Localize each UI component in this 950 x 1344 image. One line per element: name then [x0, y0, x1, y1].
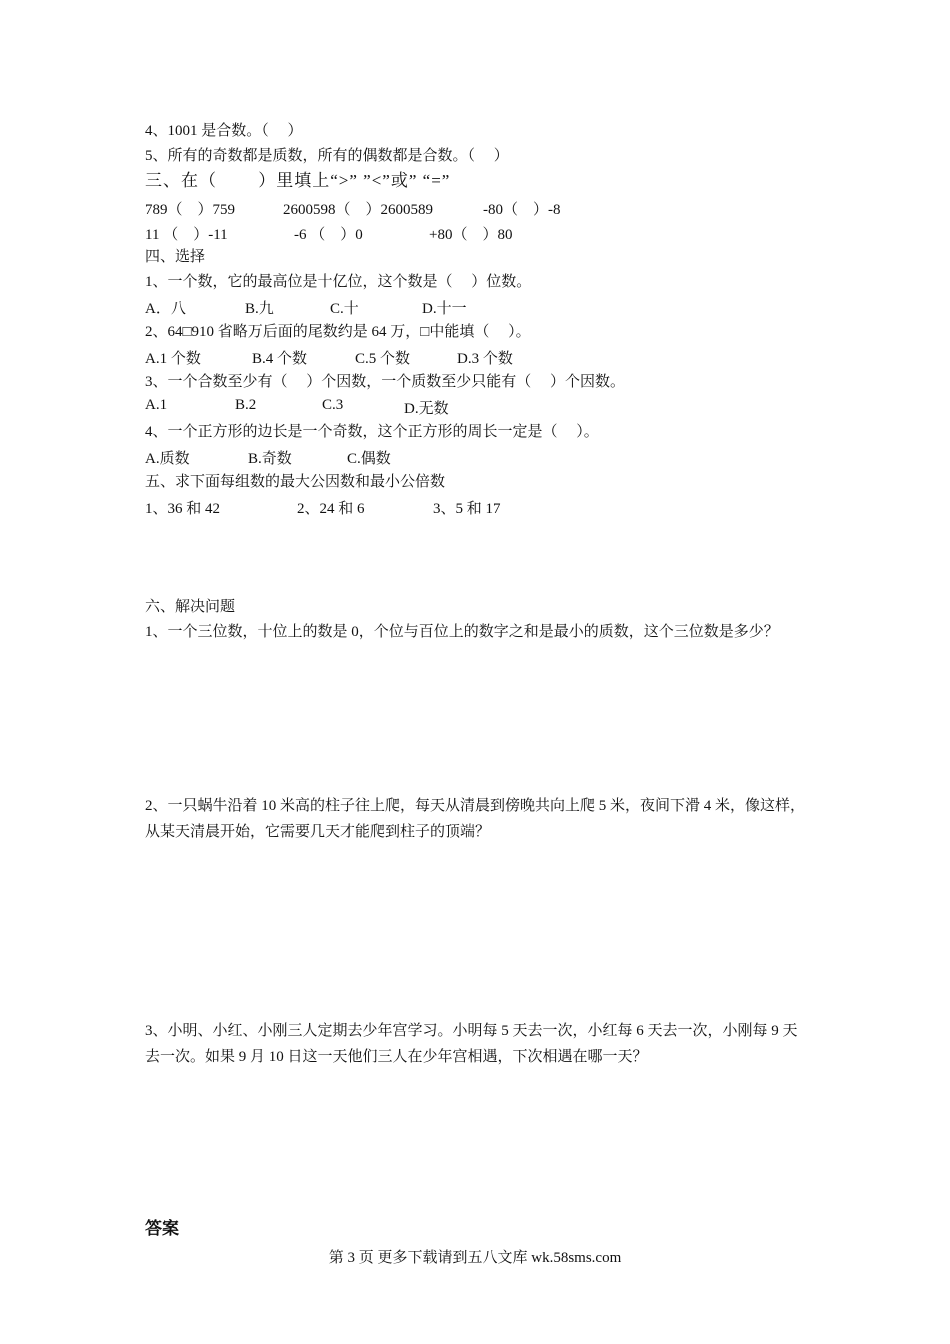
judge-q4: 4、1001 是合数。（ ） [145, 123, 303, 139]
problem-1: 1、一个三位数，十位上的数是 0，个位与百位上的数字之和是最小的质数，这个三位数是多少？ [145, 624, 779, 640]
gcd-items [0, 497, 950, 517]
option: A.质数 [145, 451, 190, 467]
compare-item: 2600598（ ）2600589 [283, 202, 434, 218]
compare-item: -80（ ）-8 [483, 202, 561, 218]
compare-item: +80（ ）80 [429, 227, 513, 243]
option: A．八 [145, 301, 186, 317]
gcd-item: 2、24 和 6 [297, 501, 365, 517]
problem-2-line-1: 2、一只蜗牛沿着 10 米高的柱子往上爬，每天从清晨到傍晚共向上爬 5 米，夜间下滑 4 米，像这样， [145, 798, 806, 814]
option: A.1 个数 [145, 351, 201, 367]
option: B.4 个数 [252, 351, 308, 367]
compare-row-2 [0, 223, 950, 243]
choice-q3: 3、一个合数至少有（ ）个因数，一个质数至少只能有（ ）个因数。 [145, 374, 626, 390]
problem-3-line-1: 3、小明、小红、小刚三人定期去少年宫学习。小明每 5 天去一次，小红每 6 天去一次，小刚每 9 天 [145, 1023, 798, 1039]
choice-q1: 1、一个数，它的最高位是十亿位，这个数是（ ）位数。 [145, 274, 532, 290]
answer-heading: 答案 [145, 1219, 179, 1239]
choice-q2-options [0, 347, 950, 367]
option: D.十一 [422, 301, 467, 317]
option: B.九 [245, 301, 274, 317]
compare-row-1 [0, 198, 950, 218]
compare-item: -6 （ ）0 [294, 227, 363, 243]
choice-q2: 2、64□910 省略万后面的尾数约是 64 万，□中能填（ ）。 [145, 324, 531, 340]
gcd-item: 1、36 和 42 [145, 501, 221, 517]
choice-q1-options [0, 297, 950, 317]
choice-heading: 四、选择 [145, 249, 206, 265]
choice-q4-options [0, 447, 950, 467]
judge-q5: 5、所有的奇数都是质数，所有的偶数都是合数。（ ） [145, 148, 509, 164]
option: C.偶数 [347, 451, 391, 467]
option: D.3 个数 [457, 351, 513, 367]
gcd-item: 3、5 和 17 [433, 501, 501, 517]
problems-heading: 六、解决问题 [145, 599, 236, 615]
option: A.1 [145, 397, 168, 413]
option: C.3 [322, 397, 344, 413]
compare-item: 11 （ ）-11 [145, 227, 228, 243]
compare-heading: 三、在（ ）里填上“>” ”<”或” “=” [145, 171, 451, 190]
option: B.奇数 [248, 451, 292, 467]
option: C.5 个数 [355, 351, 411, 367]
choice-q4: 4、一个正方形的边长是一个奇数，这个正方形的周长一定是（ ）。 [145, 424, 599, 440]
choice-q3-options [0, 397, 950, 417]
option: B.2 [235, 397, 257, 413]
problem-3-line-2: 去一次。如果 9 月 10 日这一天他们三人在少年宫相遇，下次相遇在哪一天？ [145, 1049, 648, 1065]
problem-2-line-2: 从某天清晨开始，它需要几天才能爬到柱子的顶端？ [145, 824, 491, 840]
option: D.无数 [404, 401, 449, 417]
page-footer: 第 3 页 更多下载请到五八文库 wk.58sms.com [328, 1250, 622, 1266]
compare-item: 789（ ）759 [145, 202, 236, 218]
option: C.十 [330, 301, 359, 317]
gcd-heading: 五、求下面每组数的最大公因数和最小公倍数 [145, 474, 446, 490]
